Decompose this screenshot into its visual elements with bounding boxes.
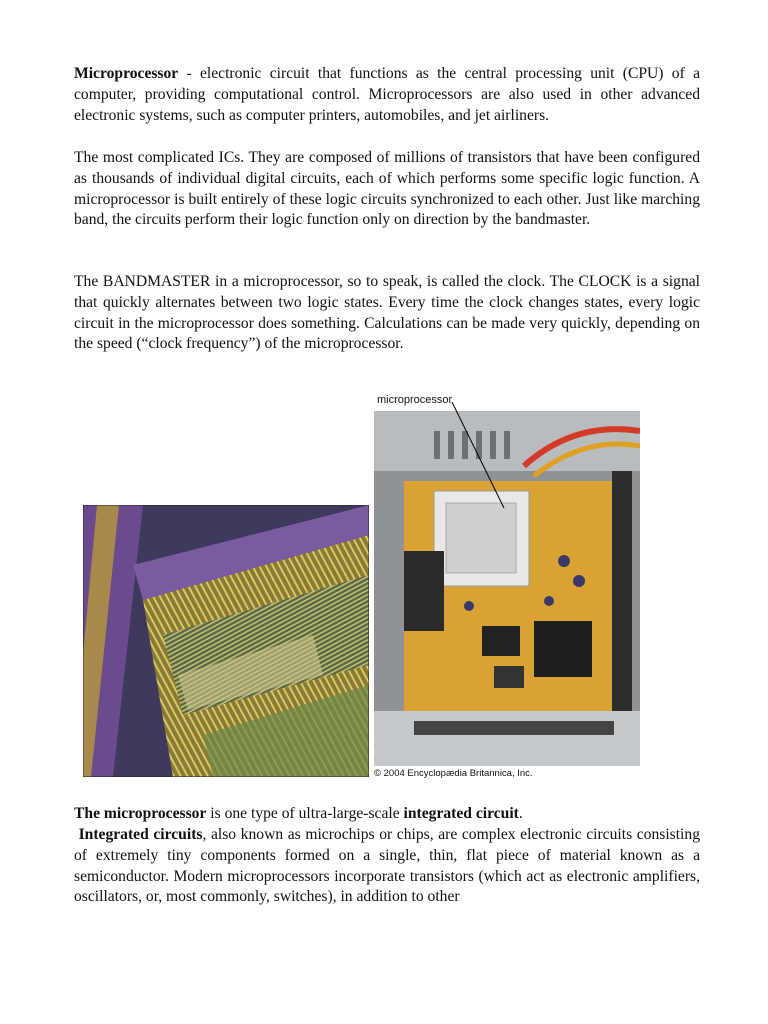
term-integrated-circuits: Integrated circuits <box>78 826 203 843</box>
period: . <box>518 805 523 822</box>
lead-microprocessor: The microprocessor <box>74 805 207 822</box>
paragraph-microprocessor-definition <box>74 64 700 126</box>
paragraph-integrated-circuits <box>74 825 700 908</box>
term-integrated-circuit: integrated circuit <box>403 805 519 822</box>
paragraph-bandmaster-clock: The BANDMASTER in a microprocessor, so to speak, is called the clock. The CLOCK is a signal that quickly alternates between two logic states. Every time the clock changes states, every logic circuit in the microprocessor does something. Calculations can be made very quickly, depending on the speed (“clock frequency”) of the microprocessor. <box>74 273 700 353</box>
term-microprocessor: Microprocessor <box>74 65 179 82</box>
integrated-circuits-text: , also known as microchips or chips, are complex electronic circuits consisting of extremely tiny components formed on a single, thin, flat piece of material known as a semiconductor. Modern microprocessors incorporate transistors (which act as electronic amplifiers, oscillators, or, most commonly, switches), in addition to other <box>74 826 700 906</box>
paragraph-complicated-ics: The most complicated ICs. They are composed of millions of transistors that have been configured as thousands of individual digital circuits, each of which performs some specific logic function. A microprocessor is built entirely of these logic circuits synchronized to each other. Just like marching band, the circuits perform their logic function only on direction by the bandmaster. <box>74 149 700 229</box>
definition-text: - electronic circuit that functions as the central processing unit (CPU) of a computer, providing computational control. Microprocessors are also used in other advanced electronic systems, such as computer printers, automobiles, and jet airliners. <box>74 65 700 124</box>
microprocessor-callout-label: microprocessor <box>377 394 453 406</box>
image-credit: © 2004 Encyclopædia Britannica, Inc. <box>374 768 533 779</box>
callout-line <box>374 400 534 520</box>
chip-die-photo <box>83 505 369 777</box>
type-text: is one type of ultra-large-scale <box>206 805 404 822</box>
paragraph-microprocessor-type <box>74 804 700 825</box>
